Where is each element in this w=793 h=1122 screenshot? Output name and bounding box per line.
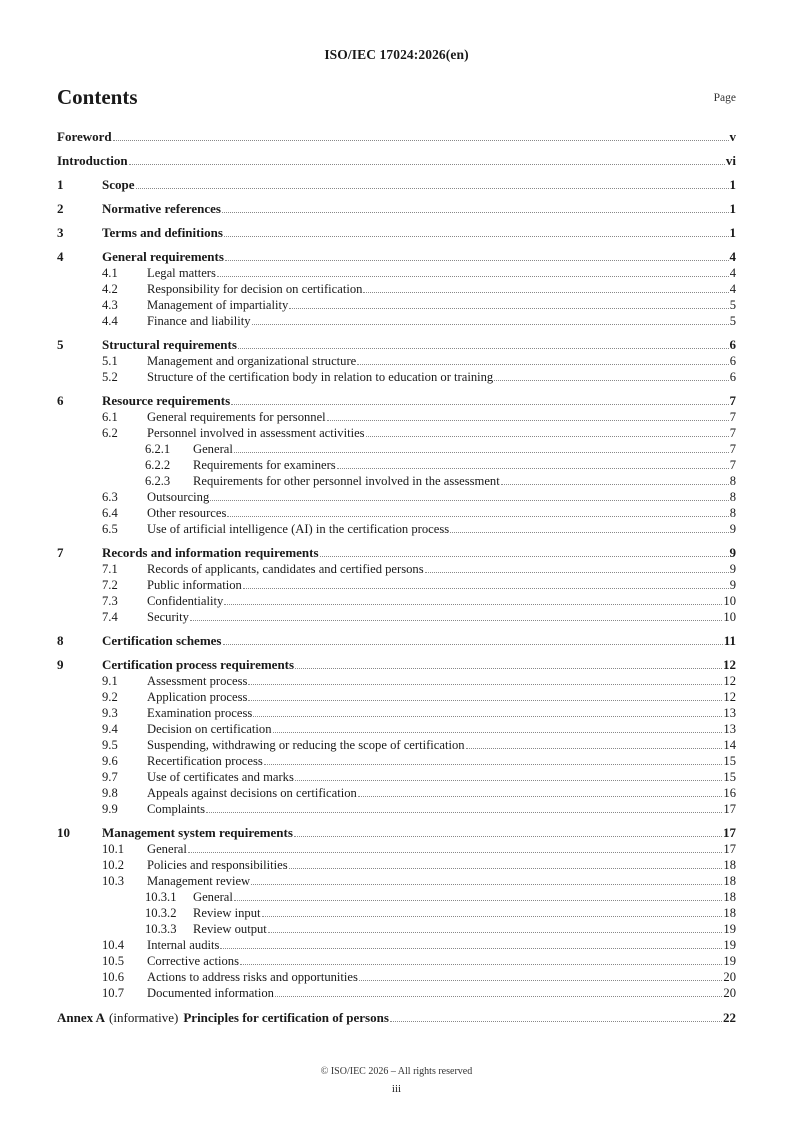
dot-leader — [129, 163, 725, 165]
annex-type: (informative) — [109, 1010, 179, 1025]
section-title: Public information — [147, 578, 242, 592]
section-number: 6.2.2 — [145, 458, 171, 472]
section-number: 10.7 — [102, 986, 125, 1000]
section-number: 9.1 — [102, 674, 118, 688]
section-number: 4.1 — [102, 266, 118, 280]
page-number: 9 — [729, 522, 736, 536]
section-number: 10.3 — [102, 874, 125, 888]
page-number: 7 — [729, 426, 736, 440]
toc-entry[interactable] — [57, 633, 736, 649]
section-title: General requirements for personnel — [147, 410, 326, 424]
section-title: Appeals against decisions on certification — [147, 786, 357, 800]
dot-leader — [113, 139, 729, 141]
toc-entry[interactable] — [57, 505, 736, 521]
toc-entry[interactable] — [57, 737, 736, 753]
toc-entry[interactable] — [57, 353, 736, 369]
section-title: Structure of the certification body in relation to education or training — [147, 370, 494, 384]
dot-leader — [273, 731, 723, 733]
page-number: 12 — [723, 657, 736, 672]
section-number: 10.5 — [102, 954, 125, 968]
dot-leader — [359, 979, 722, 981]
dot-leader — [248, 699, 722, 701]
section-title: Suspending, withdrawing or reducing the scope of certification — [147, 738, 465, 752]
section-number: 9.5 — [102, 738, 118, 752]
page-number: 6 — [729, 370, 736, 384]
page-number: 7 — [729, 410, 736, 424]
page-number: 19 — [723, 954, 736, 968]
toc-entry[interactable] — [57, 577, 736, 593]
section-number: 10.2 — [102, 858, 125, 872]
section-title: Corrective actions — [147, 954, 239, 968]
section-number: 6.2.3 — [145, 474, 171, 488]
section-title: General requirements — [102, 249, 224, 264]
toc-entry[interactable] — [57, 393, 736, 409]
dot-leader — [252, 323, 729, 325]
toc-entry[interactable] — [57, 313, 736, 329]
dot-leader — [268, 931, 723, 933]
page-number: 16 — [723, 786, 736, 800]
page-number: 7 — [729, 458, 736, 472]
page-number: 1 — [729, 225, 736, 240]
contents-title: Contents — [57, 85, 138, 109]
page-number: 17 — [723, 802, 736, 816]
toc-entry[interactable] — [57, 905, 736, 921]
page-number: 1 — [729, 201, 736, 216]
section-number: 6.2.1 — [145, 442, 171, 456]
page-number: 9 — [729, 562, 736, 576]
toc-entry[interactable] — [57, 657, 736, 673]
toc-entry[interactable] — [57, 561, 736, 577]
section-number: 7 — [57, 545, 64, 560]
page-number: 20 — [723, 986, 736, 1000]
page-number: 12 — [723, 674, 736, 688]
dot-leader — [224, 235, 729, 237]
section-title: Scope — [102, 177, 135, 192]
section-title: Other resources — [147, 506, 227, 520]
toc-entry[interactable] — [57, 785, 736, 801]
page-number: 6 — [729, 354, 736, 368]
section-number: 6.2 — [102, 426, 118, 440]
section-title: Use of artificial intelligence (AI) in the certification process — [147, 522, 450, 536]
section-title: Assessment process — [147, 674, 248, 688]
toc-entry[interactable] — [57, 225, 736, 241]
document-header: ISO/IEC 17024:2026(en) — [324, 47, 469, 62]
toc-entry[interactable] — [57, 129, 736, 145]
dot-leader — [264, 763, 723, 765]
section-title: Review input — [193, 906, 261, 920]
dot-leader — [190, 619, 722, 621]
toc-entry[interactable] — [57, 721, 736, 737]
page-number: 9 — [729, 545, 736, 560]
toc-entry[interactable] — [57, 689, 736, 705]
section-number: 10 — [57, 825, 70, 840]
section-title: Review output — [193, 922, 267, 936]
dot-leader — [206, 811, 722, 813]
page-number: 18 — [723, 906, 736, 920]
page-number: v — [729, 129, 736, 144]
section-number: 10.3.1 — [145, 890, 177, 904]
page-number: 7 — [729, 393, 736, 408]
toc-entry[interactable] — [57, 249, 736, 265]
section-title: Management system requirements — [102, 825, 293, 840]
dot-leader — [501, 483, 729, 485]
page-number: 13 — [723, 706, 736, 720]
dot-leader — [425, 571, 729, 573]
toc-entry[interactable] — [57, 457, 736, 473]
toc-entry[interactable] — [57, 521, 736, 537]
section-number: 5.1 — [102, 354, 118, 368]
dot-leader — [253, 715, 722, 717]
page-number: 9 — [729, 578, 736, 592]
toc-entry-annex-a[interactable] — [57, 1010, 736, 1026]
dot-leader — [223, 643, 723, 645]
page-number: 14 — [723, 738, 736, 752]
section-title: Use of certificates and marks — [147, 770, 294, 784]
page-number: 8 — [729, 474, 736, 488]
toc-entry[interactable] — [57, 937, 736, 953]
page-number: iii — [391, 1083, 402, 1095]
toc-entry[interactable] — [57, 841, 736, 857]
toc-entry[interactable] — [57, 889, 736, 905]
section-title: General — [193, 890, 233, 904]
section-title: Requirements for examiners — [193, 458, 336, 472]
section-title: Management review — [147, 874, 251, 888]
dot-leader — [366, 435, 729, 437]
toc-entry[interactable] — [57, 825, 736, 841]
page-number: 4 — [729, 282, 736, 296]
page-number: 17 — [723, 842, 736, 856]
copyright-notice: © ISO/IEC 2026 – All rights reserved — [320, 1066, 473, 1077]
toc-entry[interactable] — [57, 177, 736, 193]
section-title: Records and information requirements — [102, 545, 319, 560]
section-title: Documented information — [147, 986, 274, 1000]
page-number: 5 — [729, 298, 736, 312]
page-number: 1 — [729, 177, 736, 192]
annex-label: Annex A — [57, 1010, 106, 1025]
dot-leader — [494, 379, 728, 381]
page-number: 4 — [729, 249, 736, 264]
page-number: 5 — [729, 314, 736, 328]
section-number: 9.9 — [102, 802, 118, 816]
toc-entry[interactable] — [57, 705, 736, 721]
section-title: Outsourcing — [147, 490, 210, 504]
section-title: Foreword — [57, 129, 112, 144]
section-number: 10.6 — [102, 970, 125, 984]
section-title: Personnel involved in assessment activities — [147, 426, 365, 440]
section-number: 4.4 — [102, 314, 118, 328]
section-title: Actions to address risks and opportunities — [147, 970, 358, 984]
dot-leader — [337, 467, 729, 469]
section-number: 4.3 — [102, 298, 118, 312]
dot-leader — [238, 347, 729, 349]
dot-leader — [363, 291, 728, 293]
dot-leader — [294, 835, 722, 837]
section-number: 10.4 — [102, 938, 125, 952]
page-number: 19 — [723, 922, 736, 936]
section-title: Legal matters — [147, 266, 216, 280]
section-number: 9.6 — [102, 754, 118, 768]
page-number: 15 — [723, 754, 736, 768]
section-number: 4.2 — [102, 282, 118, 296]
toc-entry[interactable] — [57, 409, 736, 425]
section-number: 10.3.3 — [145, 922, 177, 936]
toc-entry[interactable] — [57, 265, 736, 281]
page-number: 13 — [723, 722, 736, 736]
section-title: Application process — [147, 690, 248, 704]
dot-leader — [289, 307, 728, 309]
section-title: Decision on certification — [147, 722, 272, 736]
section-number: 1 — [57, 177, 64, 192]
dot-leader — [225, 259, 729, 261]
dot-leader — [295, 667, 722, 669]
section-title: Management and organizational structure — [147, 354, 357, 368]
page-number: 6 — [729, 337, 736, 352]
annex-title: Principles for certification of persons — [183, 1010, 389, 1025]
section-number: 7.1 — [102, 562, 118, 576]
section-number: 9.4 — [102, 722, 118, 736]
section-number: 4 — [57, 249, 64, 264]
dot-leader — [295, 779, 723, 781]
toc-entry[interactable] — [57, 425, 736, 441]
section-title: Management of impartiality — [147, 298, 289, 312]
toc-entry[interactable] — [57, 201, 736, 217]
section-title: Security — [147, 610, 189, 624]
section-title: Normative references — [102, 201, 221, 216]
section-title: General — [147, 842, 187, 856]
section-number: 9.3 — [102, 706, 118, 720]
section-title: Resource requirements — [102, 393, 231, 408]
section-number: 6 — [57, 393, 64, 408]
section-number: 5.2 — [102, 370, 118, 384]
section-number: 9.8 — [102, 786, 118, 800]
toc-entry[interactable] — [57, 921, 736, 937]
page-number: 10 — [723, 594, 736, 608]
page-number: 19 — [723, 938, 736, 952]
section-number: 8 — [57, 633, 64, 648]
page-number: 7 — [729, 442, 736, 456]
section-title: Introduction — [57, 153, 128, 168]
toc-entry[interactable] — [57, 297, 736, 313]
dot-leader — [224, 603, 722, 605]
section-number: 3 — [57, 225, 64, 240]
dot-leader — [390, 1020, 722, 1022]
dot-leader — [275, 995, 722, 997]
section-title: Examination process — [147, 706, 253, 720]
dot-leader — [234, 899, 723, 901]
section-title: Internal audits — [147, 938, 220, 952]
dot-leader — [450, 531, 729, 533]
dot-leader — [188, 851, 723, 853]
section-title: Finance and liability — [147, 314, 251, 328]
page-number: 10 — [723, 610, 736, 624]
section-number: 6.1 — [102, 410, 118, 424]
section-number: 6.3 — [102, 490, 118, 504]
page-number: 17 — [723, 825, 736, 840]
page-number: 8 — [729, 490, 736, 504]
toc-entry[interactable] — [57, 753, 736, 769]
page-number: 18 — [723, 874, 736, 888]
section-title: Policies and responsibilities — [147, 858, 288, 872]
dot-leader — [220, 947, 722, 949]
dot-leader — [251, 883, 722, 885]
page-number: 15 — [723, 770, 736, 784]
section-title: Certification schemes — [102, 633, 222, 648]
section-number: 7.2 — [102, 578, 118, 592]
toc-entry[interactable] — [57, 369, 736, 385]
section-number: 7.3 — [102, 594, 118, 608]
toc-entry[interactable] — [57, 281, 736, 297]
section-title: Structural requirements — [102, 337, 237, 352]
section-number: 2 — [57, 201, 64, 216]
page-number: 18 — [723, 890, 736, 904]
section-title: Responsibility for decision on certification — [147, 282, 363, 296]
dot-leader — [320, 555, 729, 557]
page-number: 18 — [723, 858, 736, 872]
section-number: 9 — [57, 657, 64, 672]
dot-leader — [262, 915, 723, 917]
section-number: 6.5 — [102, 522, 118, 536]
toc-entry[interactable] — [57, 873, 736, 889]
toc-entry[interactable] — [57, 801, 736, 817]
toc-entry[interactable] — [57, 153, 736, 169]
section-number: 6.4 — [102, 506, 118, 520]
section-number: 10.1 — [102, 842, 125, 856]
section-number: 9.7 — [102, 770, 118, 784]
page-number: 8 — [729, 506, 736, 520]
dot-leader — [234, 451, 729, 453]
toc-entry[interactable] — [57, 489, 736, 505]
dot-leader — [289, 867, 723, 869]
toc-entry[interactable] — [57, 593, 736, 609]
section-number: 5 — [57, 337, 64, 352]
toc-entry[interactable] — [57, 969, 736, 985]
section-title: Confidentiality — [147, 594, 224, 608]
section-title: Terms and definitions — [102, 225, 223, 240]
section-title: Records of applicants, candidates and certified persons — [147, 562, 424, 576]
page-number: 20 — [723, 970, 736, 984]
dot-leader — [357, 363, 728, 365]
section-title: General — [193, 442, 233, 456]
page-number: 11 — [723, 633, 736, 648]
toc-entry[interactable] — [57, 441, 736, 457]
dot-leader — [243, 587, 729, 589]
dot-leader — [240, 963, 722, 965]
dot-leader — [227, 515, 728, 517]
dot-leader — [210, 499, 728, 501]
section-number: 7.4 — [102, 610, 118, 624]
section-title: Recertification process — [147, 754, 263, 768]
dot-leader — [466, 747, 723, 749]
toc-entry[interactable] — [57, 769, 736, 785]
toc-entry[interactable] — [57, 473, 736, 489]
toc-entry[interactable] — [57, 673, 736, 689]
dot-leader — [217, 275, 729, 277]
dot-leader — [231, 403, 728, 405]
toc-entry[interactable] — [57, 609, 736, 625]
page-column-label: Page — [713, 92, 736, 104]
toc-entry[interactable] — [57, 857, 736, 873]
annex-page-number: 22 — [723, 1010, 736, 1025]
dot-leader — [248, 683, 722, 685]
toc-entry[interactable] — [57, 985, 736, 1001]
toc-entry[interactable] — [57, 545, 736, 561]
section-number: 10.3.2 — [145, 906, 177, 920]
section-title: Certification process requirements — [102, 657, 295, 672]
dot-leader — [358, 795, 723, 797]
section-title: Complaints — [147, 802, 206, 816]
page-number: 12 — [723, 690, 736, 704]
section-number: 9.2 — [102, 690, 118, 704]
page-number: vi — [725, 153, 736, 168]
toc-entry[interactable] — [57, 953, 736, 969]
section-title: Requirements for other personnel involved in the assessment — [193, 474, 500, 488]
dot-leader — [222, 211, 729, 213]
dot-leader — [136, 187, 729, 189]
page-number: 4 — [729, 266, 736, 280]
toc-entry[interactable] — [57, 337, 736, 353]
dot-leader — [327, 419, 729, 421]
